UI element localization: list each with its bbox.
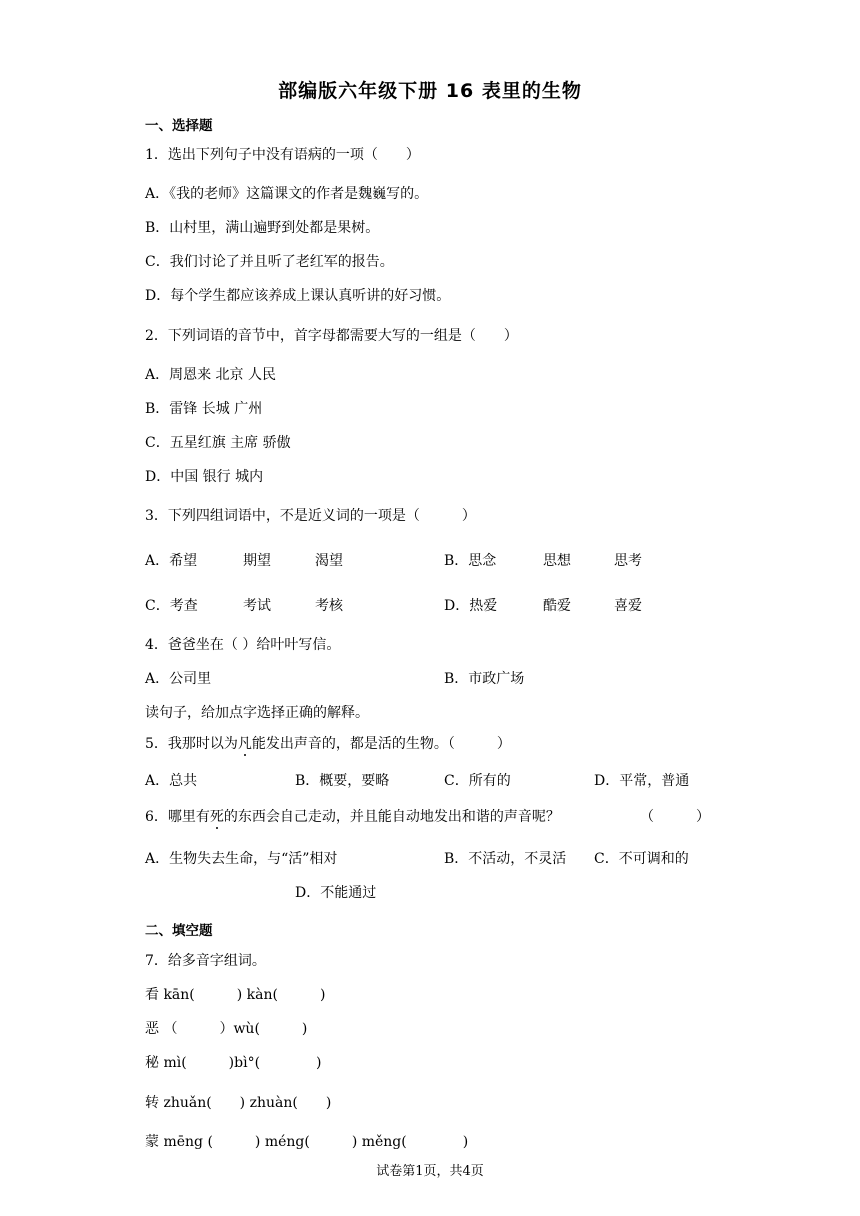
polyphone-row: 转 zhuǎn( ) zhuàn( ) <box>145 1095 332 1111</box>
dotted-character: 死 <box>209 809 224 825</box>
question-6-option-b: B．不活动，不灵活 <box>444 851 567 867</box>
question-4-option-b: B．市政广场 <box>444 671 525 687</box>
question-5-option-c: C．所有的 <box>444 773 511 789</box>
stem-part: 的东西会自己走动，并且能自动地发出和谐的声音呢？ <box>223 809 560 825</box>
question-1-option-d: D．每个学生都应该养成上课认真听讲的好习惯。 <box>145 288 451 304</box>
question-3-option-c-word: 考试 <box>243 598 271 614</box>
question-3-option-d-label: D．热爱 <box>444 598 498 614</box>
polyphone-row: 看 kān( ) kàn( ) <box>145 987 326 1003</box>
polyphone-row: 秘 mì( )bì°( ) <box>145 1055 322 1071</box>
section-heading-fill: 二、填空题 <box>145 923 213 939</box>
question-6-option-d: D．不能通过 <box>295 885 377 901</box>
question-6-option-c: C．不可调和的 <box>594 851 689 867</box>
question-5-option-b: B．概要，要略 <box>295 773 390 789</box>
stem-part: 6．哪里有 <box>145 809 210 825</box>
question-3-option-b-word: 思考 <box>614 553 642 569</box>
section-heading-choice: 一、选择题 <box>145 118 213 134</box>
page-footer: 试卷第1页，共4页 <box>376 1164 484 1179</box>
question-5-stem <box>145 735 511 753</box>
question-6-stem <box>145 808 560 826</box>
question-3-option-a-label: A．希望 <box>145 553 198 569</box>
stem-part: 能发出声音的，都是活的生物。（ ） <box>251 736 511 752</box>
question-5-option-d: D．平常，普通 <box>594 773 690 789</box>
stem-part: 5．我那时以为 <box>145 736 238 752</box>
question-2-stem: 2．下列词语的音节中，首字母都需要大写的一组是（ ） <box>145 328 518 344</box>
question-7-stem: 7．给多音字组词。 <box>145 953 266 969</box>
question-2-option-d: D．中国 银行 城内 <box>145 469 264 485</box>
question-3-option-c-label: C．考查 <box>145 598 198 614</box>
page-title: 部编版六年级下册 16 表里的生物 <box>278 80 582 102</box>
question-1-option-b: B．山村里，满山遍野到处都是果树。 <box>145 220 380 236</box>
question-1-option-a: A．《我的老师》这篇课文的作者是魏巍写的。 <box>145 186 429 202</box>
question-5-option-a: A．总共 <box>145 773 198 789</box>
dotted-character: 凡 <box>237 736 252 752</box>
question-4-stem: 4．爸爸坐在（ ）给叶叶写信。 <box>145 637 341 653</box>
question-3-option-a-word: 期望 <box>243 553 271 569</box>
question-2-option-c: C．五星红旗 主席 骄傲 <box>145 435 291 451</box>
instruction-text: 读句子，给加点字选择正确的解释。 <box>145 705 369 721</box>
question-3-option-b-word: 思想 <box>543 553 571 569</box>
question-2-option-b: B．雷锋 长城 广州 <box>145 401 263 417</box>
question-3-option-d-word: 酷爱 <box>543 598 571 614</box>
question-3-option-a-word: 渴望 <box>315 553 343 569</box>
question-6-option-a: A．生物失去生命，与“活”相对 <box>145 851 338 867</box>
question-3-option-b-label: B．思念 <box>444 553 497 569</box>
question-4-option-a: A．公司里 <box>145 671 212 687</box>
polyphone-row: 恶 （ ）wù( ) <box>145 1021 308 1037</box>
question-6-answer-paren: （ ） <box>640 809 710 825</box>
polyphone-row: 蒙 mēng ( ) méng( ) měng( ) <box>145 1134 469 1150</box>
question-1-stem: 1．选出下列句子中没有语病的一项（ ） <box>145 147 420 163</box>
question-3-option-c-word: 考核 <box>315 598 343 614</box>
question-3-option-d-word: 喜爱 <box>614 598 642 614</box>
question-3-stem: 3．下列四组词语中，不是近义词的一项是（ ） <box>145 508 476 524</box>
question-1-option-c: C．我们讨论了并且听了老红军的报告。 <box>145 254 394 270</box>
question-2-option-a: A．周恩来 北京 人民 <box>145 367 277 383</box>
